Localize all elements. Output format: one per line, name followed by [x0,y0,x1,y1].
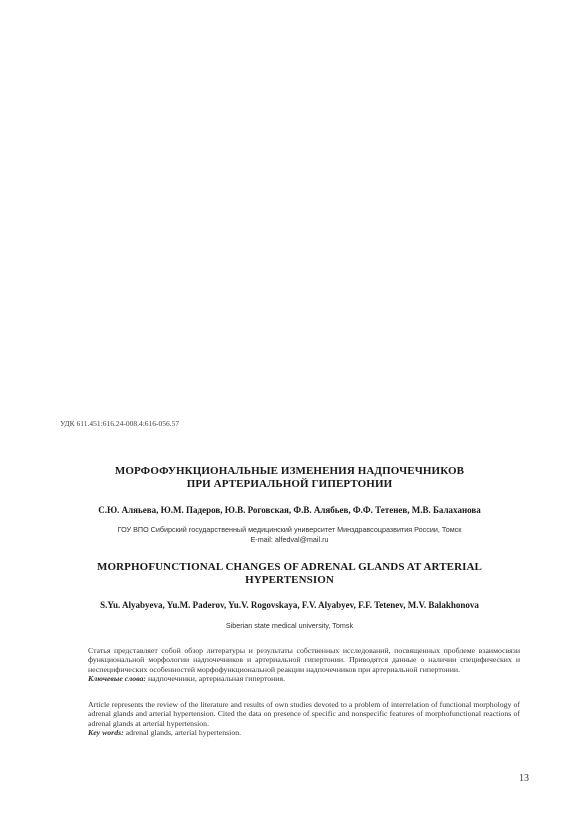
keywords-en [88,728,520,737]
abstract-text: Статья представляет собой обзор литературы и результаты собственных исследований, посвященных проблеме взаимосвязи функциональной морфологии надпочечников и артериальной гипертонии. Приводятся данные о наличии специфических и неспецифических особенностей морфофункциональной реакции надпочечников при артериальной гипертонии. [88,646,520,674]
title-line: MORPHOFUNCTIONAL CHANGES OF ADRENAL GLANDS AT ARTERIAL [97,561,482,573]
abstract-ru [88,646,520,683]
affiliation-en [60,621,519,631]
affiliation-line: Siberian state medical university, Tomsk [225,621,354,630]
article-title-ru [60,465,519,491]
article-title-en [60,561,519,587]
keywords-text: надпочечники, артериальная гипертония. [146,673,285,683]
keywords-label: Ключевые слова: [88,673,147,683]
email-line: E-mail: alfedval@mail.ru [250,535,329,544]
title-line: HYPERTENSION [245,574,334,586]
title-line: ПРИ АРТЕРИАЛЬНОЙ ГИПЕРТОНИИ [186,478,393,490]
keywords-text: adrenal glands, arterial hypertension. [123,727,242,737]
title-line: МОРФОФУНКЦИОНАЛЬНЫЕ ИЗМЕНЕНИЯ НАДПОЧЕЧНИКОВ [114,465,465,477]
authors-ru: С.Ю. Аляьева, Ю.М. Падеров, Ю.В. Роговская, Ф.В. Алябьев, Ф.Ф. Тетенев, М.В. Балаханова [98,505,481,515]
keywords-label: Key words: [88,727,124,737]
affiliation-ru [60,525,519,545]
keywords-ru [88,674,520,683]
authors-en: S.Yu. Alyabyeva, Yu.M. Paderov, Yu.V. Rogovskaya, F.V. Alyabyev, F.F. Tetenev, M.V. Balakhonova [100,600,479,610]
abstract-en [88,700,520,737]
affiliation-line: ГОУ ВПО Сибирский государственный медицинский университет Минздравсоцразвития России, Томск [117,525,462,534]
page-number: 13 [519,773,529,784]
udc-code: УДК 611.451:616.24-008.4:616-056.57 [60,419,180,428]
abstract-text: Article represents the review of the literature and results of own studies devoted to a problem of interrelation of functional morphology of adrenal glands and arterial hypertension. Cited the data on presence of specific and nonspecific features of morphofunctional reactions of adrenal glands at arterial hypertension. [88,700,520,728]
